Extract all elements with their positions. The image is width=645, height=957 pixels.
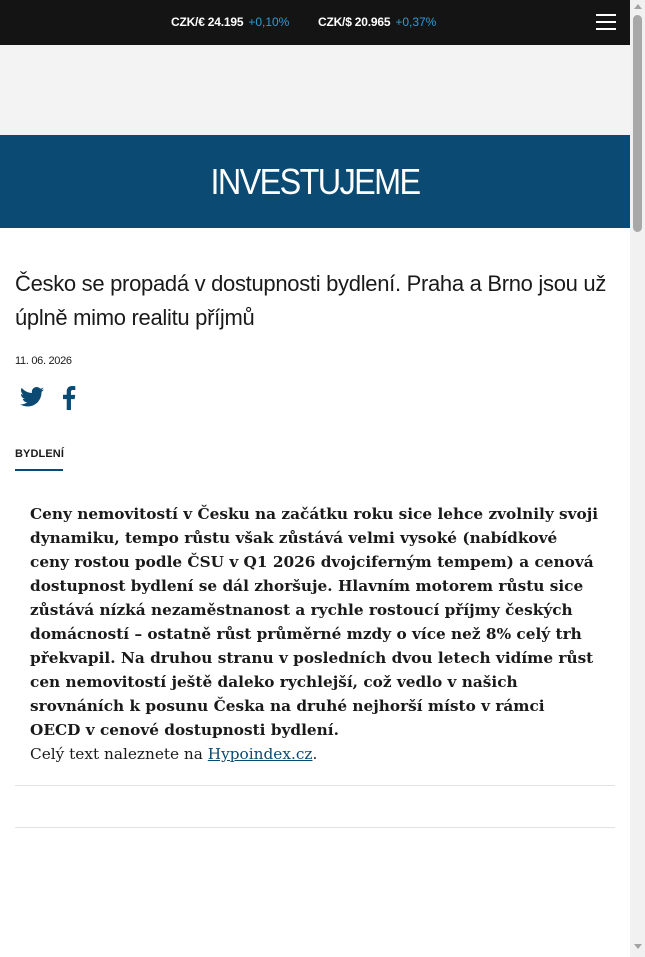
article-headline: Česko se propadá v dostupnosti bydlení. Praha a Brno jsou už úplně mimo realitu příjmů bbox=[15, 271, 607, 330]
publish-date: 11. 06. 2026 bbox=[15, 355, 72, 367]
scroll-down-arrow-icon[interactable] bbox=[634, 944, 642, 949]
source-link[interactable]: Hypoindex.cz bbox=[207, 745, 313, 763]
ticker-eur bbox=[171, 15, 289, 30]
scroll-up-arrow-icon[interactable] bbox=[634, 4, 642, 9]
menu-line bbox=[596, 21, 616, 23]
hamburger-menu-icon[interactable] bbox=[596, 13, 618, 32]
source-suffix: . bbox=[312, 745, 318, 763]
source-line bbox=[30, 742, 317, 766]
menu-line bbox=[596, 28, 616, 30]
facebook-icon bbox=[62, 386, 76, 410]
ticker-eur-rate: CZK/€ 24.195 bbox=[171, 15, 244, 29]
category-tag[interactable]: BYDLENÍ bbox=[15, 448, 64, 460]
facebook-share-button[interactable] bbox=[62, 386, 78, 412]
scrollbar-thumb[interactable] bbox=[633, 15, 642, 232]
twitter-share-button[interactable] bbox=[20, 386, 46, 412]
ticker-usd-change: +0,37% bbox=[395, 15, 437, 29]
top-bar bbox=[0, 0, 630, 45]
category-tag-underline bbox=[15, 469, 63, 471]
divider bbox=[15, 827, 615, 828]
section-logo[interactable]: INVESTUJEME bbox=[210, 161, 420, 202]
twitter-icon bbox=[20, 386, 44, 408]
ticker-usd-rate: CZK/$ 20.965 bbox=[318, 15, 391, 29]
ticker-usd bbox=[318, 15, 436, 30]
source-prefix: Celý text naleznete na bbox=[30, 745, 208, 763]
article-lead: Ceny nemovitostí v Česku na začátku roku sice lehce zvolnily svoji dynamiku, tempo růstu však zůstává velmi vysoké (nabídkové ceny rostou podle ČSU v Q1 2026 dvojciferným tempem) a cenová dostupnost bydlení se dál zhoršuje. Hlavním motorem růstu sice zůstává nízká nezaměstnanost a rychle rostoucí příjmy českých domácností – ostatně růst průměrné mzdy o více než 8% celý trh překvapil. Na druhou stranu v posledních dvou letech vidíme růst cen nemovitostí ještě daleko rychlejší, což vedlo v našich srovnáních k posunu Česka na druhé nejhorší místo v rámci OECD v cenové dostupnosti bydlení. bbox=[30, 505, 599, 739]
ticker-eur-change: +0,10% bbox=[248, 15, 290, 29]
divider bbox=[15, 785, 615, 786]
menu-line bbox=[596, 14, 616, 16]
ad-slot bbox=[0, 45, 630, 135]
vertical-scrollbar[interactable] bbox=[630, 0, 645, 957]
